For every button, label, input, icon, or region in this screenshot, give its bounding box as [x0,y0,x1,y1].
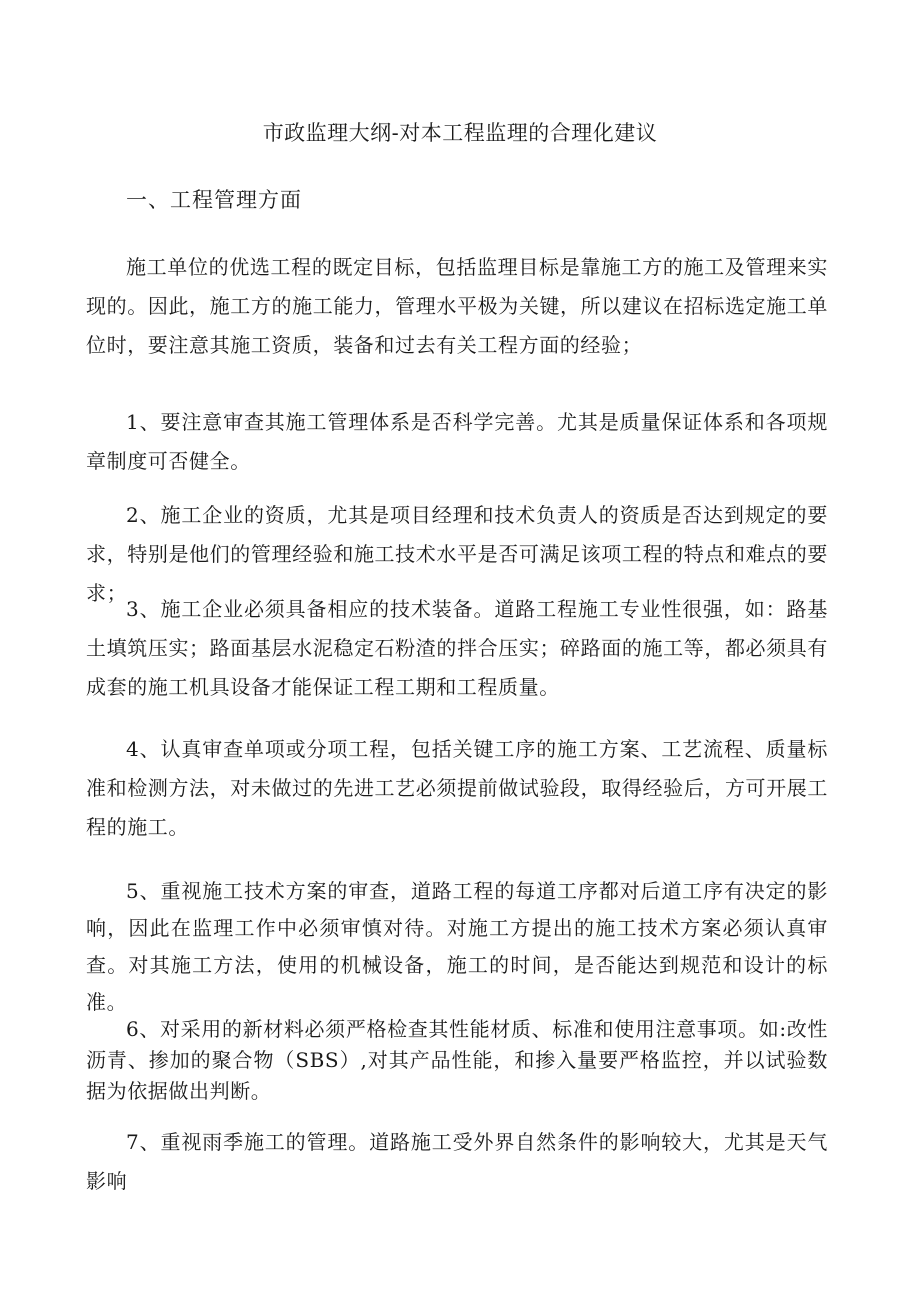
paragraph-item-2: 2、施工企业的资质，尤其是项目经理和技术负责人的资质是否达到规定的要求，特别是他们的管理经验和施工技术水平是否可满足该项工程的特点和难点的要求； [86,503,828,605]
paragraph-item-7: 7、重视雨季施工的管理。道路施工受外界自然条件的影响较大，尤其是天气影响 [86,1130,828,1193]
paragraph-item-3: 3、施工企业必须具备相应的技术装备。道路工程施工专业性很强，如：路基土填筑压实；路面基层水泥稳定石粉渣的拌合压实；碎路面的施工等，都必须具有成套的施工机具设备才能保证工程工期和工程质量。 [86,597,828,699]
paragraph-item-5: 5、重视施工技术方案的审查，道路工程的每道工序都对后道工序有决定的影响，因此在监理工作中必须审慎对待。对施工方提出的施工技术方案必须认真审查。对其施工方法，使用的机械设备，施工的时间，是否能达到规范和设计的标准。 [86,879,828,1014]
paragraph-item-4: 4、认真审查单项或分项工程，包括关键工序的施工方案、工艺流程、质量标准和检测方法，对未做过的先进工艺必须提前做试验段，取得经验后，方可开展工程的施工。 [86,737,828,839]
paragraph-intro: 施工单位的优选工程的既定目标，包括监理目标是靠施工方的施工及管理来实现的。因此，施工方的施工能力，管理水平极为关键，所以建议在招标选定施工单位时，要注意其施工资质，装备和过去有关工程方面的经验； [86,255,828,357]
document-title: 市政监理大纲-对本工程监理的合理化建议 [262,121,658,145]
paragraph-item-1: 1、要注意审查其施工管理体系是否科学完善。尤其是质量保证体系和各项规章制度可否健全。 [86,410,828,473]
paragraph-item-6: 6、对采用的新材料必须严格检查其性能材质、标准和使用注意事项。如:改性沥青、掺加的聚合物（SBS）,对其产品性能，和掺入量要严格监控，并以试验数据为依据做出判断。 [86,1017,828,1103]
section-heading: 一、工程管理方面 [126,188,302,212]
